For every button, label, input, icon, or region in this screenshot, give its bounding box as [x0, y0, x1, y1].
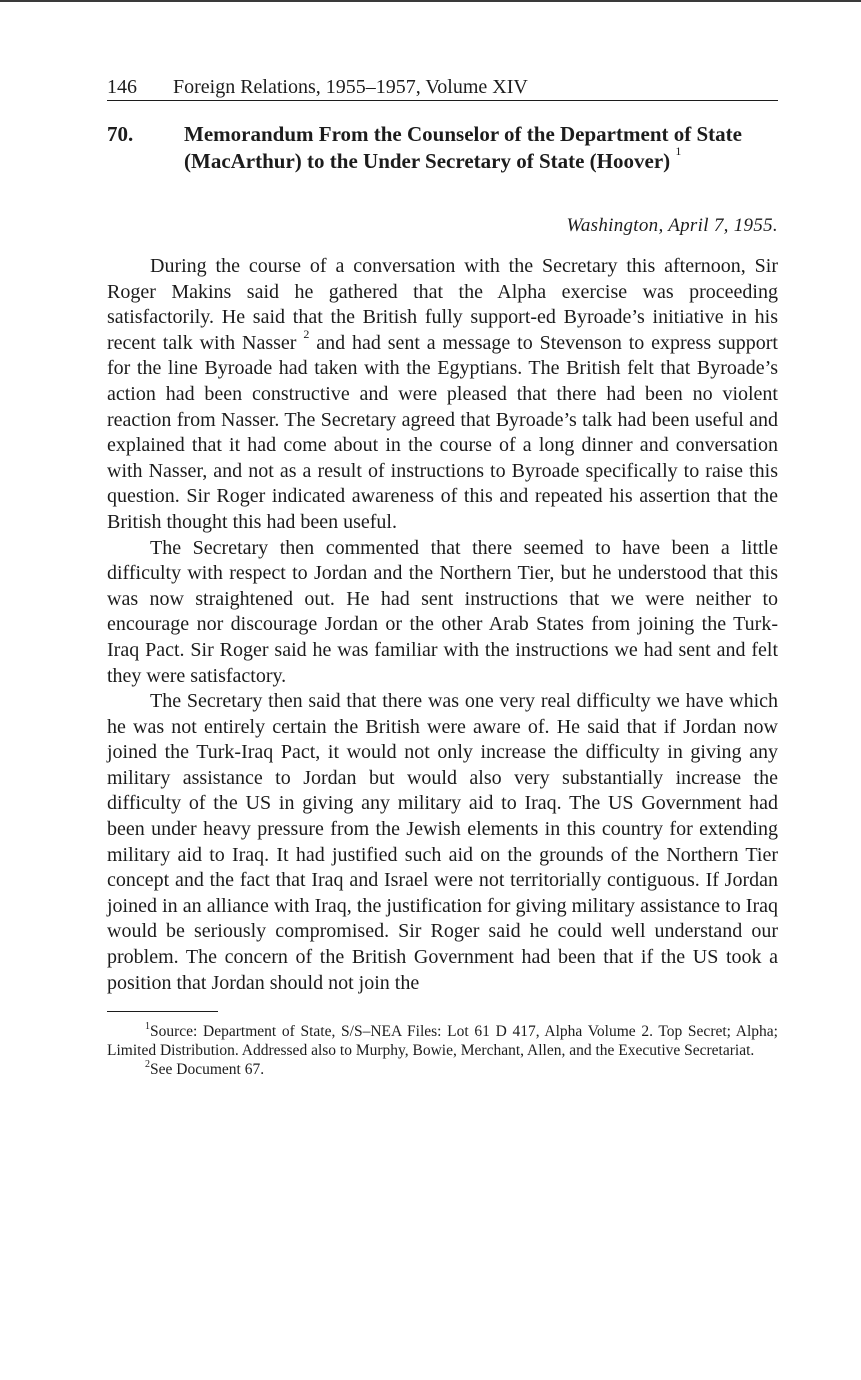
footnote	[107, 1060, 778, 1079]
body-paragraph	[107, 254, 778, 536]
page-number: 146	[107, 76, 137, 98]
paragraph-text: During the course of a conversation with the Secretary this afternoon, Sir Roger Makins said he gathered that the Alpha exercise was proceeding satisfactorily. He said that the British fully support-ed Byroade’s initiative in his recent talk with Nasser	[107, 255, 778, 354]
footnote-divider	[107, 1011, 218, 1012]
footnote-text: See Document 67.	[150, 1061, 265, 1079]
body-paragraph: The Secretary then commented that there seemed to have been a little difficulty with respect to Jordan and the Northern Tier, but he understood that this was now straightened out. He had sent instructions that we were neither to encourage nor discourage Jordan or the other Arab States from joining the Turk-Iraq Pact. Sir Roger said he was familiar with the instructions we had sent and felt they were satisfactory.	[107, 536, 778, 687]
footnote-marker: 1	[145, 1021, 150, 1033]
footnote-text: Source: Department of State, S/S–NEA Files: Lot 61 D 417, Alpha Volume 2. Top Secret; Alpha; Limited Distribution. Addressed also to Murphy, Bowie, Merchant, Allen, and the Executive Secretariat.	[107, 1023, 778, 1060]
series-title: Foreign Relations, 1955–1957, Volume XIV	[173, 76, 528, 98]
document-heading	[107, 121, 778, 174]
footnote-marker: 2	[145, 1059, 150, 1071]
page-top-border	[0, 0, 861, 2]
paragraph-text: and had sent a message to Stevenson to express support for the line Byroade had taken with the Egyptians. The British felt that Byroade’s action had been constructive and were pleased that there had been no violent reaction from Nasser. The Secretary agreed that Byroade’s talk had been useful and explained that it had come about in the course of a long dinner and conversation with Nasser, and not as a result of instructions to Byroade specifically to raise this question. Sir Roger indicated awareness of this and repeated his assertion that the British thought this had been useful.	[107, 331, 778, 533]
body-paragraph: The Secretary then said that there was one very real difficulty we have which he was not entirely certain the British were aware of. He said that if Jordan now joined the Turk-Iraq Pact, it would not only increase the difficulty in giving any military assistance to Jordan but would also very substantially increase the difficulty of the US in giving any military aid to Iraq. The US Government had been under heavy pressure from the Jewish elements in this country for extending military aid to Iraq. It had justified such aid on the grounds of the Northern Tier concept and the fact that Iraq and Israel were not territorially contiguous. If Jordan joined in an alliance with Iraq, the justification for giving military assistance to Iraq would be seriously compromised. Sir Roger said he could well understand our problem. The concern of the British Government had been that if the US took a position that Jordan should not join the	[107, 690, 778, 994]
dateline: Washington, April 7, 1955.	[566, 215, 778, 236]
footnote-ref: 2	[303, 326, 310, 341]
document-title-block	[184, 121, 778, 174]
title-footnote-ref: 1	[675, 143, 682, 158]
memo-body	[107, 254, 778, 996]
document-number: 70.	[107, 122, 134, 146]
document-page	[107, 74, 778, 1079]
footnotes	[107, 1022, 778, 1079]
document-title: Memorandum From the Counselor of the Department of State (MacArthur) to the Under Secretary of State (Hoover)	[184, 122, 742, 173]
running-head	[107, 74, 778, 101]
footnote	[107, 1022, 778, 1060]
